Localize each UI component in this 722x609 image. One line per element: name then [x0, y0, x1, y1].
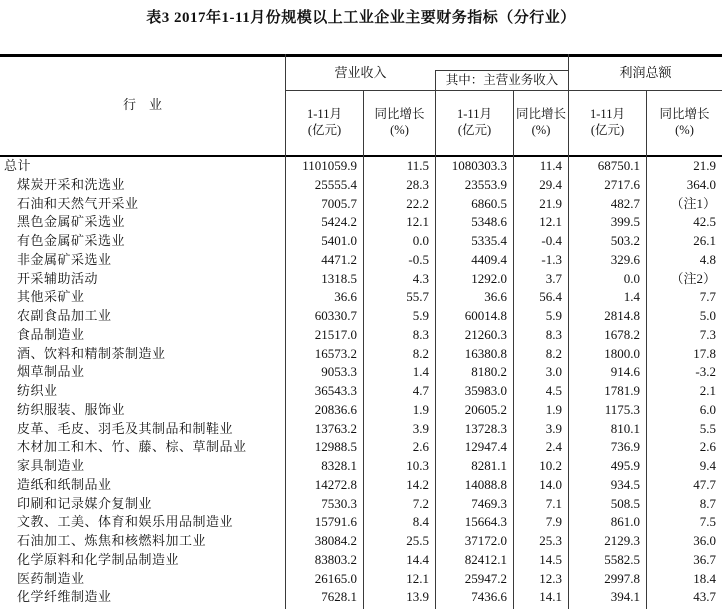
industry-name: 家具制造业 — [17, 458, 85, 473]
profit-growth-value: 36.7 — [693, 551, 716, 567]
subheader-unit-label: (亿元) — [590, 123, 625, 137]
revenue-value: 36543.3 — [314, 383, 357, 398]
revenue-growth-value: 14.4 — [406, 551, 429, 567]
main-revenue-growth-value: 3.9 — [545, 420, 562, 436]
revenue-value: 4471.2 — [321, 251, 357, 267]
table-row — [0, 307, 722, 326]
profit-value: 736.9 — [610, 439, 640, 455]
industry-name: 烟草制品业 — [17, 364, 85, 380]
revenue-value: 38084.2 — [314, 533, 357, 548]
profit-growth-value: 7.3 — [699, 326, 716, 342]
main-revenue-value: 14088.8 — [464, 476, 507, 492]
main-revenue-growth-value: 1.9 — [545, 401, 562, 417]
subheader-percent-label: (%) — [675, 123, 694, 137]
industry-name: 木材加工和木、竹、藤、棕、草制品业 — [17, 439, 247, 455]
profit-growth-value: （注2） — [670, 270, 716, 286]
subheader-main-revenue-growth — [514, 106, 568, 138]
profit-growth-value: 47.7 — [693, 476, 716, 492]
profit-growth-value: 21.9 — [693, 158, 716, 173]
revenue-value: 36.6 — [334, 289, 357, 305]
profit-value: 329.6 — [610, 251, 640, 267]
subheader-unit-label: (亿元) — [307, 123, 342, 137]
profit-growth-value: 4.8 — [699, 251, 716, 267]
profit-value: 2997.8 — [604, 570, 640, 586]
main-revenue-growth-value: 7.1 — [545, 495, 562, 511]
profit-value: 68750.1 — [597, 158, 640, 173]
industry-name: 医药制造业 — [17, 570, 85, 586]
table-row — [0, 438, 722, 457]
header-middle-border — [285, 90, 722, 91]
main-revenue-growth-value: 14.0 — [539, 476, 562, 492]
revenue-growth-value: 4.7 — [412, 383, 429, 398]
profit-value: 1781.9 — [604, 383, 640, 398]
subheader-period-label: 1-11月 — [590, 107, 625, 121]
profit-value: 1175.3 — [604, 401, 640, 417]
revenue-growth-value: 10.3 — [406, 458, 429, 473]
profit-value: 2717.6 — [604, 176, 640, 192]
profit-value: 503.2 — [610, 233, 640, 248]
revenue-growth-value: 7.2 — [412, 495, 429, 511]
main-revenue-growth-value: 3.7 — [545, 270, 562, 286]
revenue-growth-value: 13.9 — [406, 589, 429, 605]
main-revenue-growth-value: -1.3 — [541, 251, 562, 267]
revenue-value: 1101059.9 — [302, 158, 357, 173]
main-revenue-value: 8281.1 — [471, 458, 507, 473]
revenue-growth-value: 0.0 — [412, 233, 429, 248]
main-revenue-value: 21260.3 — [464, 326, 507, 342]
industry-name: 石油和天然气开采业 — [17, 195, 139, 211]
profit-growth-value: 9.4 — [699, 458, 716, 473]
industry-name: 开采辅助活动 — [17, 270, 99, 286]
main-revenue-growth-value: 29.4 — [539, 176, 562, 192]
revenue-growth-value: 11.5 — [406, 158, 429, 173]
profit-growth-value: 5.5 — [699, 420, 716, 436]
industry-name: 食品制造业 — [17, 326, 85, 342]
table-row — [0, 495, 722, 514]
table-row — [0, 270, 722, 289]
table-row — [0, 345, 722, 364]
industry-name: 文教、工美、体育和娱乐用品制造业 — [17, 514, 234, 530]
main-revenue-value: 1292.0 — [471, 270, 507, 286]
profit-growth-value: 7.5 — [699, 514, 716, 530]
profit-growth-value: （注1） — [670, 195, 716, 211]
main-revenue-growth-value: 25.3 — [539, 533, 562, 548]
table-rows — [0, 157, 722, 607]
table-row — [0, 513, 722, 532]
main-revenue-value: 1080303.3 — [451, 158, 507, 173]
revenue-growth-value: 3.9 — [412, 420, 429, 436]
profit-value: 2814.8 — [604, 308, 640, 323]
header-main-business-revenue: 其中：主营业务收入 — [445, 73, 559, 87]
table-row — [0, 251, 722, 270]
profit-value: 394.1 — [610, 589, 640, 605]
main-revenue-growth-value: 14.1 — [539, 589, 562, 605]
industry-name: 纺织服装、服饰业 — [17, 401, 126, 417]
table-row — [0, 401, 722, 420]
table-row — [0, 363, 722, 382]
profit-growth-value: 17.8 — [693, 345, 716, 361]
industry-name: 酒、饮料和精制茶制造业 — [17, 345, 166, 361]
profit-growth-value: 5.0 — [699, 308, 716, 323]
subheader-growth-label: 同比增长 — [515, 107, 566, 121]
revenue-value: 15791.6 — [314, 514, 357, 530]
profit-growth-value: 8.7 — [699, 495, 716, 511]
main-revenue-growth-value: 7.9 — [545, 514, 562, 530]
profit-value: 861.0 — [610, 514, 640, 530]
industry-name: 其他采矿业 — [17, 289, 85, 305]
table-row — [0, 382, 722, 401]
industry-name: 皮革、毛皮、羽毛及其制品和制鞋业 — [17, 420, 234, 436]
main-revenue-value: 7469.3 — [471, 495, 507, 511]
revenue-growth-value: 8.3 — [412, 326, 429, 342]
main-revenue-growth-value: 10.2 — [539, 458, 562, 473]
revenue-value: 7530.3 — [321, 495, 357, 511]
subheader-percent-label: (%) — [531, 123, 551, 137]
main-revenue-value: 13728.3 — [464, 420, 507, 436]
industry-name: 化学原料和化学制品制造业 — [17, 551, 180, 567]
main-revenue-growth-value: -0.4 — [541, 233, 562, 248]
main-revenue-value: 7436.6 — [471, 589, 507, 605]
table-row — [0, 551, 722, 570]
main-revenue-growth-value: 8.3 — [545, 326, 562, 342]
subheader-period-label: 1-11月 — [457, 107, 492, 121]
main-revenue-value: 5348.6 — [471, 214, 507, 230]
profit-value: 495.9 — [610, 458, 640, 473]
revenue-value: 5424.2 — [321, 214, 357, 230]
profit-growth-value: 2.6 — [699, 439, 716, 455]
table-row — [0, 176, 722, 195]
revenue-growth-value: 2.6 — [412, 439, 429, 455]
industry-name: 煤炭开采和洗选业 — [17, 176, 126, 192]
revenue-growth-value: 1.9 — [412, 401, 429, 417]
profit-value: 914.6 — [610, 364, 640, 380]
table-row — [0, 476, 722, 495]
header-total-profit: 利润总额 — [619, 65, 672, 80]
subheader-revenue-amount — [286, 106, 363, 138]
main-revenue-value: 5335.4 — [471, 233, 507, 248]
main-revenue-value: 12947.4 — [464, 439, 507, 455]
industry-name: 有色金属矿采选业 — [17, 233, 126, 248]
revenue-value: 83803.2 — [314, 551, 357, 567]
subheader-percent-label: (%) — [390, 123, 409, 137]
main-revenue-growth-value: 14.5 — [539, 551, 562, 567]
industry-name: 石油加工、炼焦和核燃料加工业 — [17, 533, 207, 548]
profit-growth-value: 7.7 — [699, 289, 716, 305]
subheader-revenue-growth — [364, 106, 435, 138]
table-row — [0, 232, 722, 251]
main-revenue-value: 15664.3 — [464, 514, 507, 530]
profit-value: 1.4 — [623, 289, 640, 305]
main-revenue-growth-value: 56.4 — [539, 289, 562, 305]
revenue-value: 8328.1 — [321, 458, 357, 473]
main-revenue-value: 4409.4 — [471, 251, 507, 267]
profit-value: 482.7 — [610, 195, 640, 211]
subheader-profit-amount — [569, 106, 646, 138]
profit-value: 399.5 — [610, 214, 640, 230]
industry-name: 农副食品加工业 — [17, 308, 112, 323]
subheader-box-top-border — [435, 70, 569, 71]
revenue-growth-value: 1.4 — [412, 364, 429, 380]
table-row — [0, 157, 722, 176]
revenue-growth-value: 4.3 — [412, 270, 429, 286]
main-revenue-value: 20605.2 — [464, 401, 507, 417]
profit-growth-value: 43.7 — [693, 589, 716, 605]
revenue-growth-value: 28.3 — [406, 176, 429, 192]
revenue-growth-value: 14.2 — [406, 476, 429, 492]
profit-value: 934.5 — [610, 476, 640, 492]
profit-growth-value: 6.0 — [699, 401, 716, 417]
table-title: 表3 2017年1-11月份规模以上工业企业主要财务指标（分行业） — [146, 10, 576, 26]
profit-value: 1678.2 — [604, 326, 640, 342]
profit-value: 1800.0 — [604, 345, 640, 361]
profit-value: 2129.3 — [604, 533, 640, 548]
table-top-border — [0, 54, 722, 57]
industry-name: 印刷和记录媒介复制业 — [17, 495, 153, 511]
profit-growth-value: 36.0 — [693, 533, 716, 548]
profit-value: 5582.5 — [604, 551, 640, 567]
revenue-growth-value: 12.1 — [406, 214, 429, 230]
revenue-growth-value: 5.9 — [412, 308, 429, 323]
revenue-growth-value: 12.1 — [406, 570, 429, 586]
industry-name: 总计 — [4, 158, 32, 173]
main-revenue-value: 8180.2 — [471, 364, 507, 380]
main-revenue-value: 60014.8 — [464, 308, 507, 323]
main-revenue-growth-value: 5.9 — [545, 308, 562, 323]
revenue-value: 12988.5 — [314, 439, 357, 455]
main-revenue-growth-value: 3.0 — [545, 364, 562, 380]
profit-value: 0.0 — [623, 270, 640, 286]
main-revenue-value: 36.6 — [484, 289, 507, 305]
table-row — [0, 326, 722, 345]
revenue-value: 7005.7 — [321, 195, 357, 211]
revenue-value: 14272.8 — [314, 476, 357, 492]
profit-growth-value: 364.0 — [686, 176, 716, 192]
revenue-value: 7628.1 — [321, 589, 357, 605]
profit-growth-value: 42.5 — [693, 214, 716, 230]
table-row — [0, 532, 722, 551]
revenue-value: 5401.0 — [321, 233, 357, 248]
revenue-growth-value: 8.2 — [412, 345, 429, 361]
revenue-value: 13763.2 — [314, 420, 357, 436]
table-row — [0, 195, 722, 214]
subheader-period-label: 1-11月 — [307, 107, 342, 121]
revenue-value: 60330.7 — [314, 308, 357, 323]
main-revenue-growth-value: 2.4 — [545, 439, 562, 455]
revenue-growth-value: 22.2 — [406, 195, 429, 211]
table-row — [0, 588, 722, 607]
subheader-main-revenue-amount — [436, 106, 513, 138]
profit-growth-value: 18.4 — [693, 570, 716, 586]
revenue-value: 26165.0 — [314, 570, 357, 586]
main-revenue-value: 37172.0 — [464, 533, 507, 548]
subheader-growth-label: 同比增长 — [659, 107, 710, 121]
revenue-value: 9053.3 — [321, 364, 357, 380]
main-revenue-growth-value: 4.5 — [545, 383, 562, 398]
header-industry: 行 业 — [122, 97, 162, 112]
industry-name: 非金属矿采选业 — [17, 251, 112, 267]
main-revenue-value: 25947.2 — [464, 570, 507, 586]
main-revenue-value: 16380.8 — [464, 345, 507, 361]
industry-name: 造纸和纸制品业 — [17, 476, 112, 492]
profit-value: 810.1 — [610, 420, 640, 436]
profit-growth-value: 26.1 — [693, 233, 716, 248]
profit-value: 508.5 — [610, 495, 640, 511]
revenue-value: 1318.5 — [321, 270, 357, 286]
main-revenue-growth-value: 12.3 — [539, 570, 562, 586]
revenue-growth-value: 55.7 — [406, 289, 429, 305]
profit-growth-value: 2.1 — [699, 383, 716, 398]
revenue-value: 25555.4 — [314, 176, 357, 192]
main-revenue-value: 6860.5 — [471, 195, 507, 211]
revenue-value: 21517.0 — [314, 326, 357, 342]
main-revenue-growth-value: 11.4 — [539, 158, 562, 173]
main-revenue-value: 35983.0 — [464, 383, 507, 398]
revenue-growth-value: -0.5 — [408, 251, 429, 267]
table-row — [0, 570, 722, 589]
revenue-growth-value: 8.4 — [412, 514, 429, 530]
subheader-unit-label: (亿元) — [457, 123, 492, 137]
industry-name: 纺织业 — [17, 383, 58, 398]
table-row — [0, 420, 722, 439]
revenue-growth-value: 25.5 — [406, 533, 429, 548]
industry-name: 化学纤维制造业 — [17, 589, 112, 605]
main-revenue-growth-value: 21.9 — [539, 195, 562, 211]
table-row — [0, 457, 722, 476]
revenue-value: 20836.6 — [314, 401, 357, 417]
table-row — [0, 288, 722, 307]
main-revenue-growth-value: 8.2 — [545, 345, 562, 361]
revenue-value: 16573.2 — [314, 345, 357, 361]
main-revenue-value: 23553.9 — [464, 176, 507, 192]
profit-growth-value: -3.2 — [695, 364, 716, 380]
header-operating-revenue: 营业收入 — [334, 65, 387, 80]
subheader-growth-label: 同比增长 — [374, 107, 425, 121]
table-row — [0, 213, 722, 232]
subheader-profit-growth — [647, 106, 722, 138]
main-revenue-value: 82412.1 — [464, 551, 507, 567]
industry-name: 黑色金属矿采选业 — [17, 214, 126, 230]
main-revenue-growth-value: 12.1 — [539, 214, 562, 230]
